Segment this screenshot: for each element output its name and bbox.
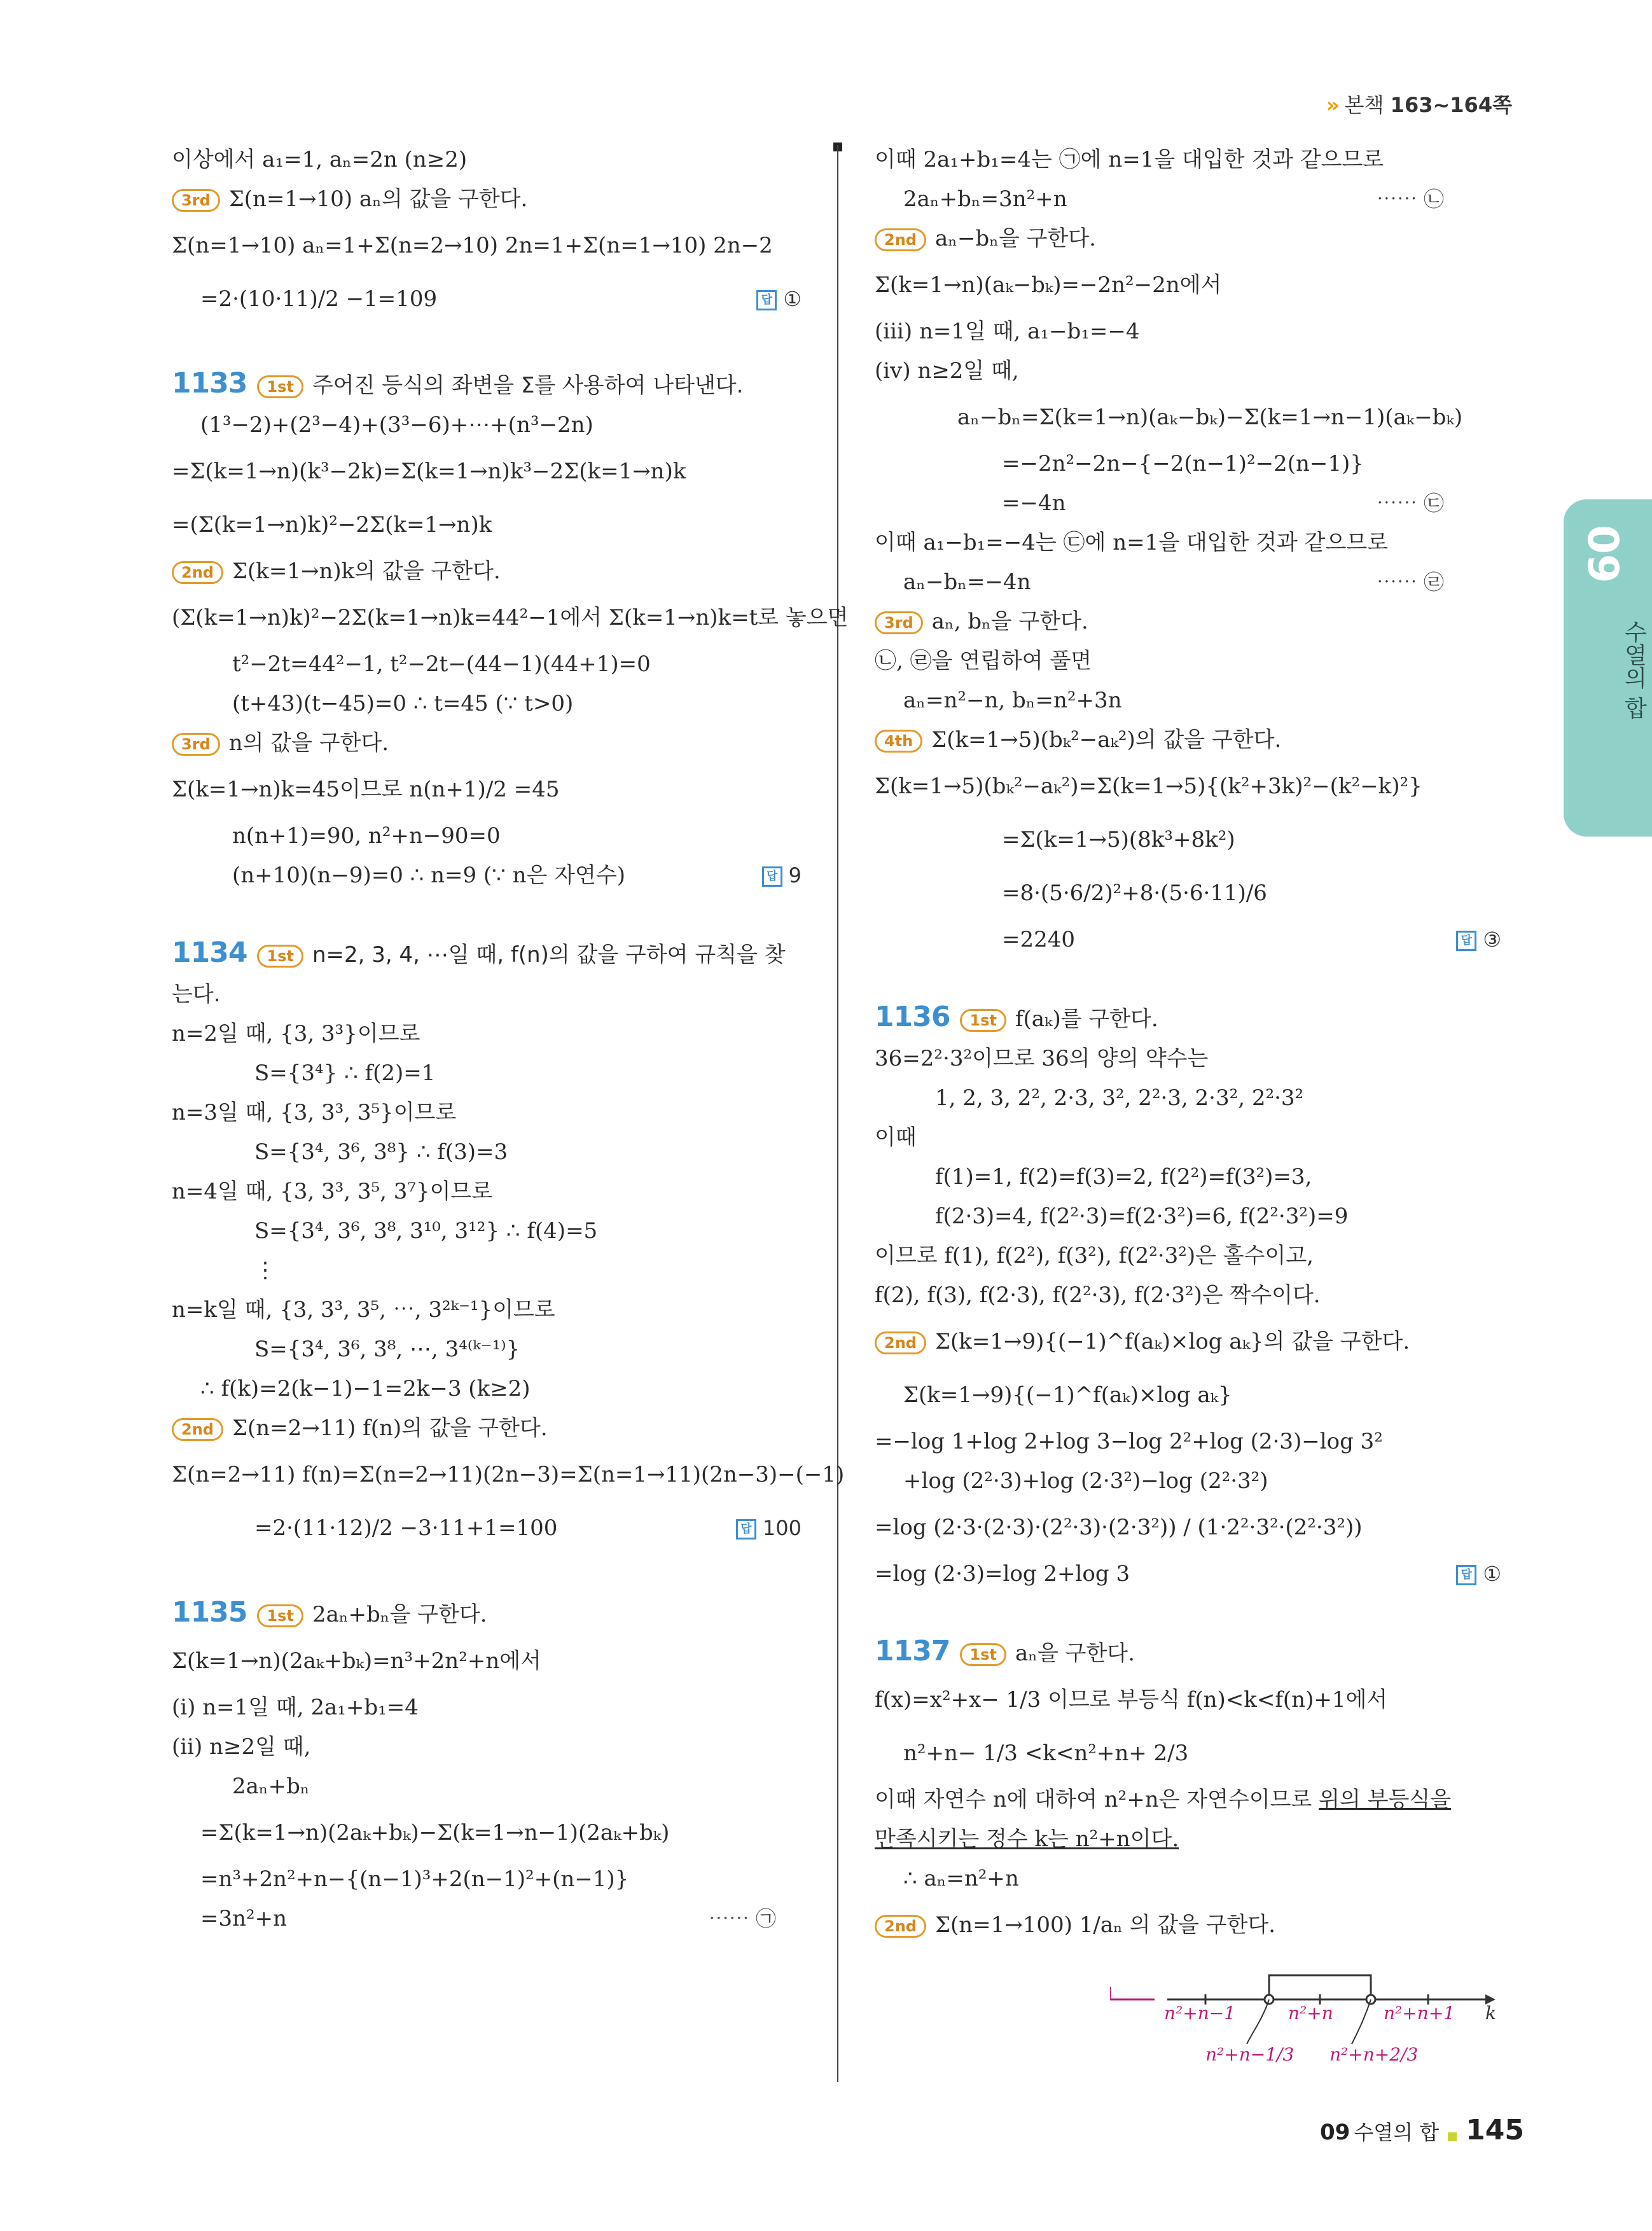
line: n=2일 때, {3, 3³}이므로 (172, 1021, 420, 1046)
step-badge: 3rd (875, 611, 923, 634)
answer: 답 9 (762, 856, 802, 895)
line: aₙ−bₙ=−4n ⋯⋯ ㉣ (875, 562, 1501, 602)
line: +log (2²·3)+log (2·3²)−log (2²·3²) (903, 1468, 1268, 1494)
step-badge: 2nd (172, 1418, 223, 1441)
line: (iii) n=1일 때, a₁−b₁=−4 (875, 319, 1140, 344)
step-line: 2nd Σ(k=1→9){(−1)^f(aₖ)×log aₖ}의 값을 구한다. (875, 1315, 1501, 1368)
line: =2·(10·11)/2 −1=109 답 ① (172, 272, 802, 326)
line: n(n+1)=90, n²+n−90=0 (232, 823, 501, 849)
number-line-diagram (1110, 1968, 1504, 2095)
footer-chapter: 09 (1320, 2120, 1350, 2145)
line: ㉡, ㉣을 연립하여 풀면 (875, 648, 1092, 674)
line: n=k일 때, {3, 3³, 3⁵, ⋯, 3²ᵏ⁻¹}이므로 (172, 1297, 555, 1323)
column-divider (837, 145, 838, 2082)
line: t²−2t=44²−1, t²−2t−(44−1)(44+1)=0 (232, 651, 651, 677)
line: 는다. (172, 982, 221, 1007)
step-line: 4th Σ(k=1→5)(bₖ²−aₖ²)의 값을 구한다. (875, 720, 1501, 760)
leader-line (1247, 1999, 1269, 2044)
step-badge: 3rd (172, 189, 220, 212)
page-number: 145 (1466, 2114, 1525, 2146)
nl-label: n²+n−1/3 (1205, 2044, 1295, 2065)
answer-icon: 답 (736, 1519, 756, 1539)
nl-label: k (1485, 2003, 1496, 2024)
step-badge: 2nd (875, 1331, 926, 1354)
line: (ii) n≥2일 때, (172, 1734, 311, 1760)
line: Σ(k=1→n)k=45이므로 n(n+1)/2 =45 (172, 777, 560, 802)
line: Σ(k=1→9){(−1)^f(aₖ)×log aₖ} (903, 1382, 1232, 1408)
problem-number: 1133 (172, 367, 247, 400)
line: =log (2·3·(2·3)·(2²·3)·(2·3²)) / (1·2²·3²·(2²·3²)) (875, 1515, 1363, 1540)
line: n=3일 때, {3, 3³, 3⁵}이므로 (172, 1100, 457, 1125)
page-reference (1326, 89, 1512, 118)
step-badge: 1st (960, 1009, 1006, 1032)
line: =Σ(k=1→5)(8k³+8k²) (1002, 827, 1235, 852)
line: Σ(n=2→11) f(n)=Σ(n=2→11)(2n−3)=Σ(n=1→11)(2n−3)−(−1) (172, 1462, 845, 1487)
nl-label: n²+n−1 (1164, 2003, 1236, 2024)
line: 이므로 f(1), f(2²), f(3²), f(2²·3²)은 홀수이고, (875, 1243, 1314, 1268)
step-line: 2nd aₙ−bₙ을 구한다. (875, 219, 1501, 258)
step-line: 3rd n의 값을 구한다. (172, 723, 802, 763)
line: =3n²+n ⋯⋯ ㉠ (172, 1899, 802, 1938)
line: 이상에서 a₁=1, aₙ=2n (n≥2) (172, 147, 468, 172)
problem-number: 1136 (875, 1001, 950, 1033)
problem-heading: 1136 1st f(aₖ)를 구한다. (875, 1001, 1158, 1033)
step-badge: 3rd (172, 733, 220, 756)
right-column (875, 140, 1501, 1952)
line: =−2n²−2n−{−2(n−1)²−2(n−1)} (1002, 451, 1364, 476)
step-line: 3rd aₙ, bₙ을 구한다. (875, 602, 1501, 641)
footer-chapter-name: 수열의 합 (1354, 2120, 1440, 2144)
nl-label: n²+n (1288, 2003, 1333, 2024)
line: aₙ=n²−n, bₙ=n²+3n (903, 688, 1122, 713)
step-line: 2nd Σ(n=2→11) f(n)의 값을 구한다. (172, 1408, 802, 1448)
equation-tag: ⋯⋯ ㉢ (1376, 491, 1444, 515)
line: S={3⁴, 3⁶, 3⁸} ∴ f(3)=3 (254, 1139, 508, 1165)
number-line-svg (1110, 1968, 1504, 2095)
line: ∴ f(k)=2(k−1)−1=2k−3 (k≥2) (200, 1376, 531, 1401)
line: S={3⁴} ∴ f(2)=1 (254, 1060, 436, 1086)
step-badge: 1st (257, 375, 303, 398)
step-badge: 1st (257, 1604, 303, 1627)
line: Σ(k=1→5)(bₖ²−aₖ²)=Σ(k=1→5){(k²+3k)²−(k²−k)²} (875, 774, 1422, 799)
line: 이때 (875, 1125, 917, 1150)
line: =Σ(k=1→n)(2aₖ+bₖ)−Σ(k=1→n−1)(2aₖ+bₖ) (200, 1820, 670, 1845)
step-line: 2nd Σ(k=1→n)k의 값을 구한다. (172, 552, 802, 591)
step-badge: 2nd (875, 1915, 926, 1938)
line: =−4n ⋯⋯ ㉢ (875, 483, 1501, 523)
line: (t+43)(t−45)=0 ∴ t=45 (∵ t>0) (232, 691, 574, 716)
line: (1³−2)+(2³−4)+(3³−6)+⋯+(n³−2n) (200, 412, 593, 438)
line: (n+10)(n−9)=0 ∴ n=9 (∵ n은 자연수) 답 9 (172, 856, 802, 895)
step-line: 3rd Σ(n=1→10) aₙ의 값을 구한다. (172, 179, 802, 219)
line: =n³+2n²+n−{(n−1)³+2(n−1)²+(n−1)} (200, 1866, 629, 1892)
leader-line (1352, 1999, 1371, 2044)
line: ⋮ (254, 1258, 276, 1283)
problem-heading: 1137 1st aₙ을 구한다. (875, 1635, 1135, 1667)
problem-number: 1134 (172, 936, 247, 969)
line: S={3⁴, 3⁶, 3⁸, ⋯, 3⁴⁽ᵏ⁻¹⁾} (254, 1337, 520, 1362)
line: f(2), f(3), f(2·3), f(2²·3), f(2·3²)은 짝수이다. (875, 1282, 1321, 1308)
problem-number: 1135 (172, 1596, 247, 1629)
step-badge: 2nd (875, 228, 926, 251)
line: Σ(k=1→n)(aₖ−bₖ)=−2n²−2n에서 (875, 272, 1222, 298)
answer: 답 ① (1456, 1554, 1501, 1594)
line: =Σ(k=1→n)(k³−2k)=Σ(k=1→n)k³−2Σ(k=1→n)k (172, 459, 686, 484)
page-footer (1320, 2114, 1524, 2146)
line: (Σ(k=1→n)k)²−2Σ(k=1→n)k=44²−1에서 Σ(k=1→n)k=t로 놓으면 (172, 605, 849, 630)
line: f(2·3)=4, f(2²·3)=f(2·3²)=6, f(2²·3²)=9 (935, 1204, 1349, 1229)
line: =−log 1+log 2+log 3−log 2²+log (2·3)−log 3² (875, 1429, 1383, 1454)
answer: 답 ① (756, 272, 802, 326)
footer-square-icon (1448, 2132, 1457, 2141)
line: aₙ−bₙ=Σ(k=1→n)(aₖ−bₖ)−Σ(k=1→n−1)(aₖ−bₖ) (957, 405, 1463, 430)
line: 2aₙ+bₙ=3n²+n ⋯⋯ ㉡ (875, 179, 1501, 219)
problem-number: 1137 (875, 1635, 950, 1667)
problem-heading: 1134 1st n=2, 3, 4, ⋯일 때, f(n)의 값을 구하여 규칙을 찾 (172, 936, 786, 969)
problem-heading: 1135 1st 2aₙ+bₙ을 구한다. (172, 1596, 487, 1629)
line: =8·(5·6/2)²+8·(5·6·11)/6 (1002, 880, 1267, 906)
line: =2·(11·12)/2 −3·11+1=100 답 100 (172, 1501, 802, 1555)
left-column (172, 140, 849, 1938)
line: n²+n− 1/3 <k<n²+n+ 2/3 (903, 1741, 1189, 1766)
line: =log (2·3)=log 2+log 3 답 ① (875, 1554, 1501, 1594)
line: (iv) n≥2일 때, (875, 358, 1019, 384)
line: 36=2²·3²이므로 36의 양의 약수는 (875, 1046, 1209, 1071)
line: S={3⁴, 3⁶, 3⁸, 3¹⁰, 3¹²} ∴ f(4)=5 (254, 1218, 598, 1244)
chevron-icon: » (1326, 93, 1340, 117)
line: 이때 자연수 n에 대하여 n²+n은 자연수이므로 위의 부등식을 (875, 1787, 1452, 1812)
answer-icon: 답 (762, 866, 782, 887)
line: 1, 2, 3, 2², 2·3, 3², 2²·3, 2·3², 2²·3² (935, 1085, 1304, 1111)
equation-tag: ⋯⋯ ㉡ (1376, 187, 1444, 211)
answer-icon: 답 (756, 290, 777, 310)
step-badge: 1st (257, 945, 303, 968)
answer: 답 100 (736, 1501, 802, 1555)
answer-icon: 답 (1456, 1565, 1476, 1585)
step-badge: 2nd (172, 561, 223, 584)
nl-label: n²+n+2/3 (1329, 2044, 1419, 2065)
step-badge: 1st (960, 1643, 1006, 1666)
nl-label: n²+n+1 (1384, 2003, 1455, 2024)
equation-tag: ⋯⋯ ㉣ (1376, 570, 1444, 594)
chapter-side-tab (1564, 499, 1652, 837)
chapter-title: 수열의 합 (1621, 620, 1647, 719)
answer-icon: 답 (1456, 931, 1476, 951)
line: ∴ aₙ=n²+n (903, 1866, 1019, 1891)
answer: 답 ③ (1456, 920, 1501, 959)
line: 2aₙ+bₙ (232, 1774, 310, 1799)
line: Σ(n=1→10) aₙ=1+Σ(n=2→10) 2n=1+Σ(n=1→10) 2n−2 (172, 233, 773, 258)
chapter-number: 09 (1578, 525, 1627, 583)
line: (i) n=1일 때, 2a₁+b₁=4 (172, 1695, 419, 1720)
step-line: 2nd Σ(n=1→100) 1/aₙ 의 값을 구한다. (875, 1898, 1501, 1952)
line: n=4일 때, {3, 3³, 3⁵, 3⁷}이므로 (172, 1179, 493, 1204)
step-badge: 4th (875, 730, 922, 753)
line: =(Σ(k=1→n)k)²−2Σ(k=1→n)k (172, 512, 492, 538)
line: 만족시키는 정수 k는 n²+n이다. (875, 1826, 1179, 1852)
problem-heading: 1133 1st 주어진 등식의 좌변을 Σ를 사용하여 나타낸다. (172, 367, 744, 400)
book-pages: 163~164쪽 (1390, 93, 1512, 117)
line: =2240 답 ③ (875, 920, 1501, 959)
line: Σ(k=1→n)(2aₖ+bₖ)=n³+2n²+n에서 (172, 1648, 541, 1674)
line: f(1)=1, f(2)=f(3)=2, f(2²)=f(3²)=3, (935, 1164, 1312, 1190)
line: 이때 2a₁+b₁=4는 ㉠에 n=1을 대입한 것과 같으므로 (875, 147, 1384, 172)
line: 이때 a₁−b₁=−4는 ㉢에 n=1을 대입한 것과 같으므로 (875, 530, 1389, 555)
line: f(x)=x²+x− 1/3 이므로 부등식 f(n)<k<f(n)+1에서 (875, 1687, 1388, 1713)
book-label: 본책 (1344, 93, 1384, 117)
equation-tag: ⋯⋯ ㉠ (708, 1907, 776, 1931)
